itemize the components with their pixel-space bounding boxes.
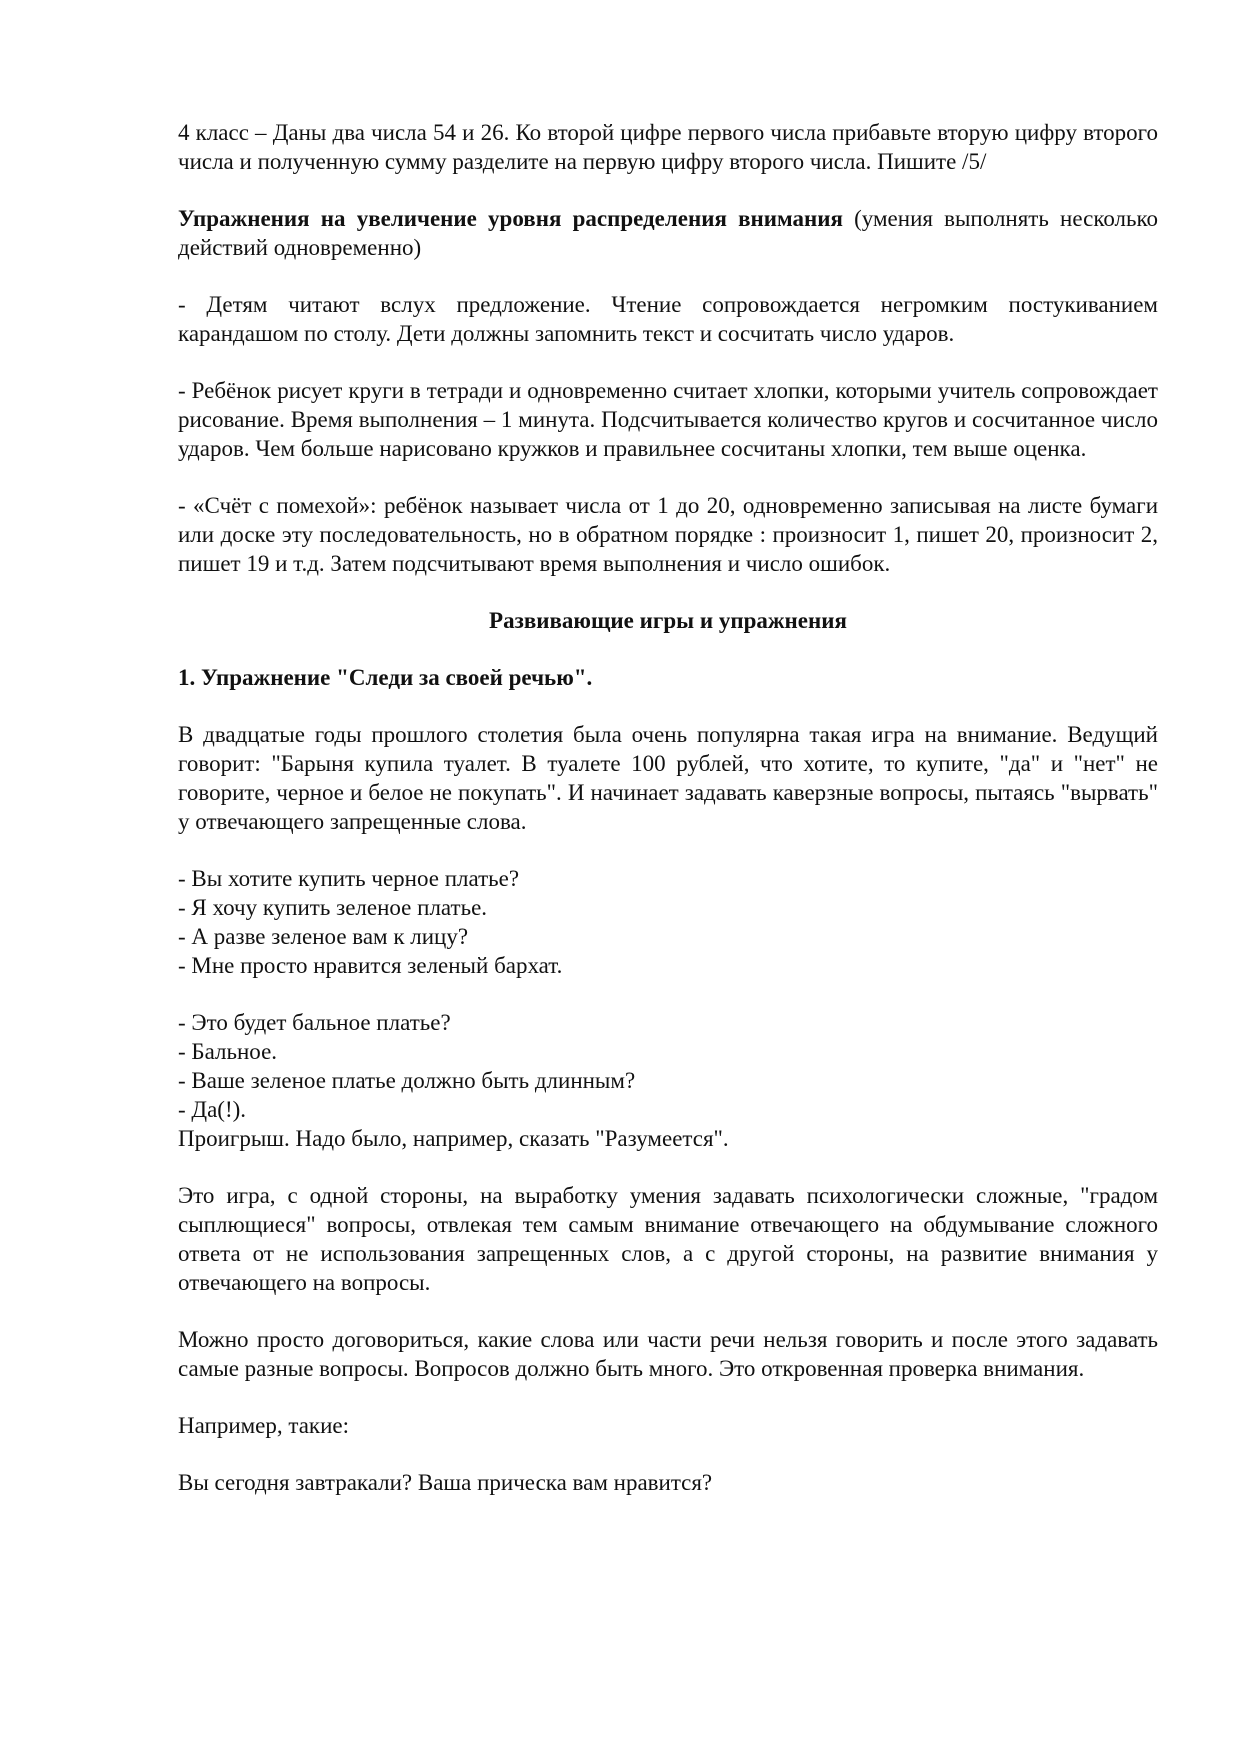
dialog-line: - Вы хотите купить черное платье? [178,866,520,891]
subheading-exercise-1: 1. Упражнение "Следи за своей речью". [178,665,593,690]
spacer [178,980,1158,1008]
paragraph-exercise-counting: - «Счёт с помехой»: ребёнок называет числа от 1 до 20, одновременно записывая на листе бумаги или доске эту последовательность, но в обратном порядке : произносит 1, пишет 20, произносит 2, пишет 19 и т.д. Затем подсчитывают время выполнения и число ошибок. [178,493,1158,576]
dialog-line: - Ваше зеленое платье должно быть длинным? [178,1068,636,1093]
paragraph-attention-distribution [178,204,1158,262]
paragraph-game-history: В двадцатые годы прошлого столетия была очень популярна такая игра на внимание. Ведущий говорит: "Барыня купила туалет. В туалете 100 рублей, что хотите, то купите, "да" и "нет" не говорите, черное и белое не покупать". И начинает задавать каверзные вопросы, пытаясь "вырвать" у отвечающего запрещенные слова. [178,722,1158,834]
paragraph-example-questions: Вы сегодня завтракали? Ваша прическа вам нравится? [178,1470,713,1495]
dialog-line: - Да(!). [178,1097,247,1122]
dialog-line: - Я хочу купить зеленое платье. [178,895,488,920]
document-page [178,118,1158,1525]
paragraph-exercise-circles: - Ребёнок рисует круги в тетради и одновременно считает хлопки, которыми учитель сопровождает рисование. Время выполнения – 1 минута. Подсчитывается количество кругов и сосчитанное число ударов. Чем больше нарисовано кружков и правильнее сосчитаны хлопки, тем выше оценка. [178,378,1158,461]
section-title-attention-distribution: Упражнения на увеличение уровня распределения внимания [178,206,843,231]
section-title-note: (умения выполнять несколько действий одновременно) [178,206,1158,260]
dialog-block-2 [178,1008,1158,1153]
heading-games: Развивающие игры и упражнения [489,608,847,633]
dialog-line: - Это будет бальное платье? [178,1010,451,1035]
paragraph-game-variant: Можно просто договориться, какие слова или части речи нельзя говорить и после этого задавать самые разные вопросы. Вопросов должно быть много. Это откровенная проверка внимания. [178,1327,1158,1381]
paragraph-examples-intro: Например, такие: [178,1413,350,1438]
paragraph-game-purpose: Это игра, с одной стороны, на выработку умения задавать психологически сложные, "градом сыплющиеся" вопросы, отвлекая тем самым внимание отвечающего на обдумывание сложного ответа от не использования запрещенных слов, а с другой стороны, на развитие внимания у отвечающего на вопросы. [178,1183,1158,1295]
dialog-conclusion: Проигрыш. Надо было, например, сказать "Разумеется". [178,1126,729,1151]
dialog-block-1 [178,864,1158,980]
dialog-line: - А разве зеленое вам к лицу? [178,924,469,949]
dialog-line: - Мне просто нравится зеленый бархат. [178,953,563,978]
spacer [178,1153,1158,1181]
paragraph-exercise-reading: - Детям читают вслух предложение. Чтение сопровождается негромким постукиванием карандашом по столу. Дети должны запомнить текст и сосчитать число ударов. [178,292,1158,346]
dialog-line: - Бальное. [178,1039,278,1064]
paragraph-task-grade-4: 4 класс – Даны два числа 54 и 26. Ко второй цифре первого числа прибавьте вторую цифру второго числа и полученную сумму разделите на первую цифру второго числа. Пишите /5/ [178,120,1158,174]
